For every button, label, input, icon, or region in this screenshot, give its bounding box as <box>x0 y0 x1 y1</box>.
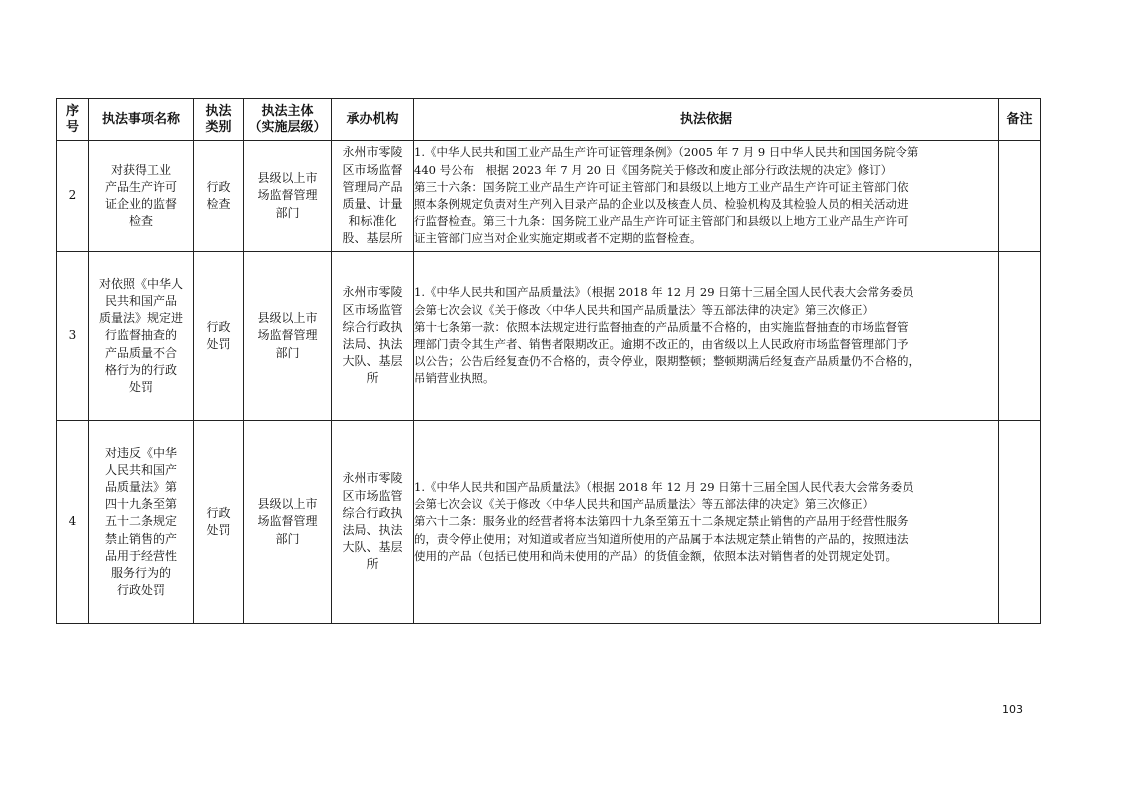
row-seq: 4 <box>57 421 89 624</box>
table-row <box>57 252 1041 421</box>
header-basis: 执法依据 <box>414 99 999 141</box>
row-agency: 永州市零陵 区市场监管 综合行政执 法局、执法 大队、基层 所 <box>332 252 414 421</box>
row-name: 对依照《中华人 民共和国产品 质量法》规定进 行监督抽查的 产品质量不合 格行为的行政 处罚 <box>89 252 194 421</box>
row-subject: 县级以上市 场监督管理 部门 <box>244 421 332 624</box>
row-name: 对违反《中华 人民共和国产 品质量法》第 四十九条至第 五十二条规定 禁止销售的产 品用于经营性 服务行为的 行政处罚 <box>89 421 194 624</box>
row-basis: 1.《中华人民共和国产品质量法》（根据 2018 年 12 月 29 日第十三届全国人民代表大会常务委员 会第七次会议《关于修改〈中华人民共和国产品质量法〉等五部法律的决定》第三次修正） 第十七条第一款：依照本法规定进行监督抽查的产品质量不合格的，由实施监督抽查的市场监督管 理部门责令其生产者、销售者限期改正。逾期不改正的，由省级以上人民政府市场监督管理部门予 以公告；公告后经复查仍不合格的，责令停业，限期整顿；整顿期满后经复查产品质量仍不合格的， 吊销营业执照。 <box>414 252 999 421</box>
row-remark <box>999 421 1041 624</box>
row-agency: 永州市零陵 区市场监管 综合行政执 法局、执法 大队、基层 所 <box>332 421 414 624</box>
enforcement-items-table <box>56 98 1041 624</box>
row-subject: 县级以上市 场监督管理 部门 <box>244 252 332 421</box>
page-number: 103 <box>1002 703 1023 716</box>
row-category: 行政 处罚 <box>194 252 244 421</box>
row-agency: 永州市零陵 区市场监督 管理局产品 质量、计量 和标准化 股、基层所 <box>332 141 414 252</box>
header-subject: 执法主体 （实施层级） <box>244 99 332 141</box>
header-seq: 序 号 <box>57 99 89 141</box>
header-name: 执法事项名称 <box>89 99 194 141</box>
table-row <box>57 141 1041 252</box>
row-basis: 1.《中华人民共和国产品质量法》（根据 2018 年 12 月 29 日第十三届全国人民代表大会常务委员 会第七次会议《关于修改〈中华人民共和国产品质量法〉等五部法律的决定》第三次修正） 第六十二条：服务业的经营者将本法第四十九条至第五十二条规定禁止销售的产品用于经营性服务 的，责令停止使用；对知道或者应当知道所使用的产品属于本法规定禁止销售的产品的，按照违法 使用的产品（包括已使用和尚未使用的产品）的货值金额，依照本法对销售者的处罚规定处罚。 <box>414 421 999 624</box>
row-basis: 1.《中华人民共和国工业产品生产许可证管理条例》（2005 年 7 月 9 日中华人民共和国国务院令第 440 号公布 根据 2023 年 7 月 20 日《国务院关于修改和废止部分行政法规的决定》修订） 第三十六条：国务院工业产品生产许可证主管部门和县级以上地方工业产品生产许可证主管部门依 照本条例规定负责对生产列入目录产品的企业以及核查人员、检验机构及其检验人员的相关活动进 行监督检查。第三十九条：国务院工业产品生产许可证主管部门和县级以上地方工业产品生产许可 证主管部门应当对企业实施定期或者不定期的监督检查。 <box>414 141 999 252</box>
table-header-row <box>57 99 1041 141</box>
row-seq: 2 <box>57 141 89 252</box>
row-subject: 县级以上市 场监督管理 部门 <box>244 141 332 252</box>
table-row <box>57 421 1041 624</box>
header-agency: 承办机构 <box>332 99 414 141</box>
row-category: 行政 处罚 <box>194 421 244 624</box>
header-category: 执法 类别 <box>194 99 244 141</box>
row-remark <box>999 141 1041 252</box>
header-remark: 备注 <box>999 99 1041 141</box>
row-category: 行政 检查 <box>194 141 244 252</box>
row-remark <box>999 252 1041 421</box>
row-seq: 3 <box>57 252 89 421</box>
row-name: 对获得工业 产品生产许可 证企业的监督 检查 <box>89 141 194 252</box>
